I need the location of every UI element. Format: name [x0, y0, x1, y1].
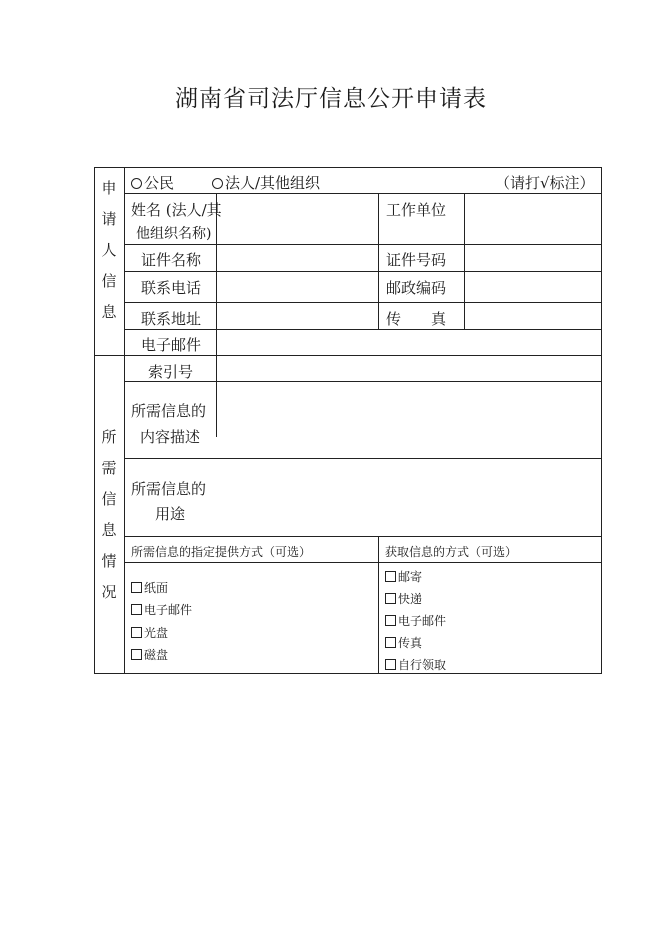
index-no-label: 索引号	[148, 363, 194, 381]
provide-option-label: 电子邮件	[144, 603, 193, 617]
address-field[interactable]	[217, 303, 378, 329]
address-label: 联系地址	[141, 310, 202, 328]
section-applicant-text: 申请人信息	[101, 179, 117, 321]
obtain-option-label: 邮寄	[398, 570, 423, 584]
section-applicant-label	[99, 173, 119, 328]
name-label-line2: 他组织名称)	[136, 226, 212, 242]
purpose-label-line1: 所需信息的	[131, 480, 207, 498]
option-legal-label: 法人/其他组织	[225, 174, 321, 192]
phone-label: 联系电话	[141, 279, 202, 297]
purpose-field[interactable]	[217, 459, 601, 536]
radio-circle-icon	[212, 178, 223, 189]
name-label-line1: 姓名 (法人/其	[131, 201, 222, 219]
option-legal-entity[interactable]	[212, 172, 320, 193]
checkbox-icon	[131, 627, 142, 638]
id-name-field[interactable]	[217, 245, 378, 271]
obtain-option-label: 传真	[398, 636, 423, 650]
checkbox-icon	[385, 615, 396, 626]
postcode-label: 邮政编码	[386, 279, 447, 297]
checkbox-icon	[131, 604, 142, 615]
obtain-method-header: 获取信息的方式（可选）	[385, 545, 518, 559]
email-label: 电子邮件	[141, 336, 202, 354]
checkbox-icon	[385, 659, 396, 670]
checkbox-icon	[131, 649, 142, 660]
obtain-option-fax[interactable]	[385, 634, 422, 651]
content-description-field[interactable]	[217, 382, 601, 458]
work-unit-field[interactable]	[465, 194, 601, 244]
content-label-line1: 所需信息的	[131, 402, 207, 420]
work-unit-label: 工作单位	[386, 201, 447, 219]
provide-option-disk[interactable]	[131, 646, 168, 663]
provide-option-email[interactable]	[131, 601, 192, 618]
obtain-option-email[interactable]	[385, 612, 446, 629]
page-title: 湖南省司法厅信息公开申请表	[175, 86, 487, 112]
provide-option-label: 光盘	[144, 626, 169, 640]
section-info-label	[99, 422, 119, 608]
obtain-option-express[interactable]	[385, 590, 422, 607]
id-number-field[interactable]	[465, 245, 601, 271]
provide-option-paper[interactable]	[131, 579, 168, 596]
provide-method-header: 所需信息的指定提供方式（可选）	[131, 545, 312, 559]
option-citizen[interactable]	[131, 172, 174, 193]
content-label-line2: 内容描述	[140, 428, 201, 446]
index-no-field[interactable]	[217, 356, 601, 381]
fax-label: 传 真	[386, 310, 447, 328]
checkbox-icon	[385, 571, 396, 582]
fax-field[interactable]	[465, 303, 601, 329]
email-field[interactable]	[217, 330, 601, 355]
section-info-text: 所需信息情况	[101, 428, 117, 601]
id-number-label: 证件号码	[386, 251, 447, 269]
checkbox-icon	[131, 582, 142, 593]
obtain-option-mail[interactable]	[385, 568, 422, 585]
checkmark-hint: （请打√标注）	[495, 174, 595, 192]
provide-option-cd[interactable]	[131, 624, 168, 641]
postcode-field[interactable]	[465, 272, 601, 302]
provide-option-label: 纸面	[144, 581, 169, 595]
obtain-option-pickup[interactable]	[385, 656, 446, 673]
obtain-option-label: 快递	[398, 592, 423, 606]
phone-field[interactable]	[217, 272, 378, 302]
checkbox-icon	[385, 593, 396, 604]
name-field[interactable]	[217, 194, 378, 244]
id-name-label: 证件名称	[141, 251, 202, 269]
purpose-label-line2: 用途	[155, 505, 186, 523]
obtain-option-label: 自行领取	[398, 658, 447, 672]
provide-option-label: 磁盘	[144, 648, 169, 662]
obtain-option-label: 电子邮件	[398, 614, 447, 628]
option-citizen-label: 公民	[144, 174, 175, 192]
radio-circle-icon	[131, 178, 142, 189]
checkbox-icon	[385, 637, 396, 648]
